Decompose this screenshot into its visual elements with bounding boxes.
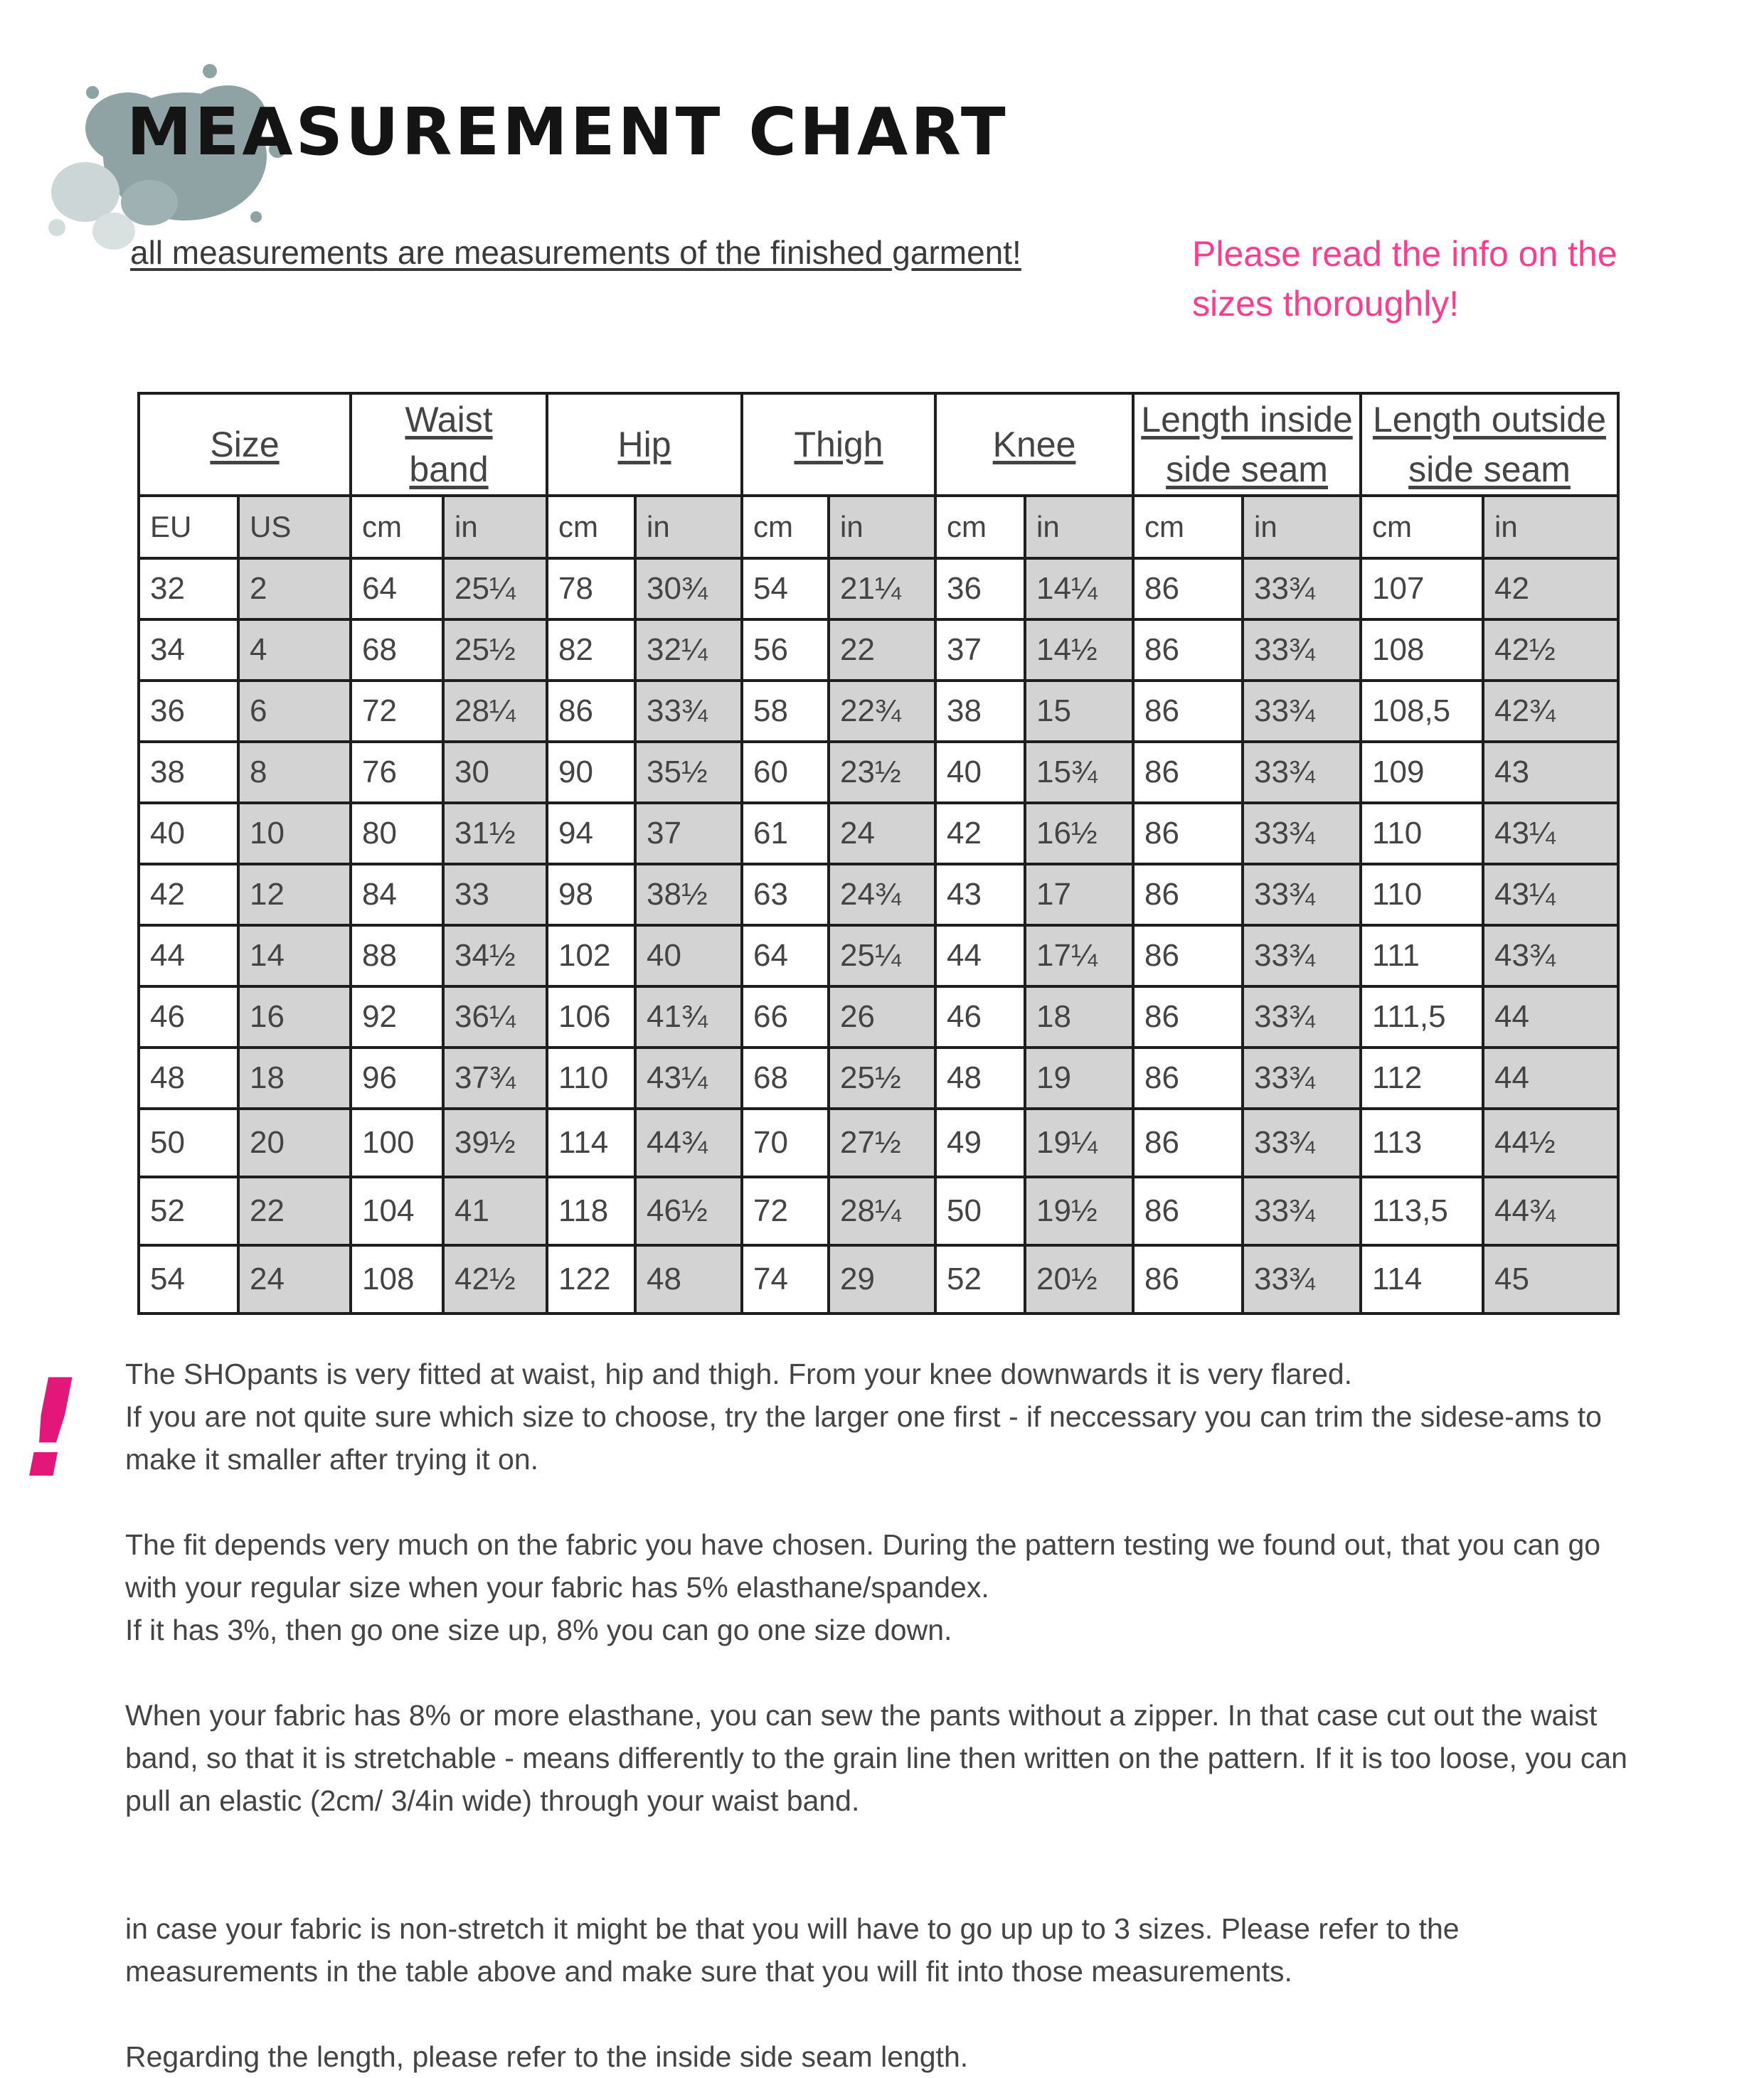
table-row — [139, 986, 1618, 1048]
table-cell: 19¼ — [1025, 1109, 1133, 1177]
unit-cell: cm — [1361, 496, 1483, 558]
table-cell: 80 — [351, 803, 443, 864]
table-cell: 43¼ — [1483, 803, 1618, 864]
header-length-outside: Length outside side seam — [1361, 393, 1618, 496]
table-cell: 86 — [1133, 742, 1243, 803]
table-cell: 54 — [139, 1245, 238, 1314]
table-cell: 20½ — [1025, 1245, 1133, 1314]
table-cell: 34½ — [443, 925, 547, 986]
table-cell: 18 — [1025, 986, 1133, 1048]
table-cell: 19 — [1025, 1048, 1133, 1109]
table-cell: 30¾ — [635, 558, 742, 619]
table-cell: 56 — [742, 619, 829, 681]
table-cell: 40 — [935, 742, 1025, 803]
table-header-row — [139, 393, 1618, 496]
table-cell: 25½ — [829, 1048, 935, 1109]
table-cell: 96 — [351, 1048, 443, 1109]
table-cell: 30 — [443, 742, 547, 803]
table-cell: 22 — [238, 1177, 351, 1245]
table-cell: 106 — [547, 986, 635, 1048]
table-cell: 46 — [139, 986, 238, 1048]
table-cell: 21¼ — [829, 558, 935, 619]
table-cell: 10 — [238, 803, 351, 864]
unit-cell: in — [1243, 496, 1361, 558]
header-knee: Knee — [935, 393, 1133, 496]
unit-cell: EU — [139, 496, 238, 558]
header-hip: Hip — [547, 393, 742, 496]
header-thigh: Thigh — [742, 393, 935, 496]
table-cell: 33¾ — [1243, 558, 1361, 619]
table-cell: 42½ — [1483, 619, 1618, 681]
table-cell: 33¾ — [1243, 681, 1361, 742]
table-cell: 64 — [351, 558, 443, 619]
table-cell: 98 — [547, 864, 635, 925]
table-cell: 108 — [351, 1245, 443, 1314]
info-paragraph: Regarding the length, please refer to the inside side seam length. — [125, 2040, 969, 2073]
table-cell: 114 — [547, 1109, 635, 1177]
table-cell: 63 — [742, 864, 829, 925]
table-cell: 43 — [1483, 742, 1618, 803]
table-cell: 37 — [635, 803, 742, 864]
table-cell: 42 — [139, 864, 238, 925]
table-row — [139, 864, 1618, 925]
table-cell: 43 — [935, 864, 1025, 925]
table-cell: 18 — [238, 1048, 351, 1109]
table-cell: 43¼ — [1483, 864, 1618, 925]
table-cell: 86 — [1133, 1177, 1243, 1245]
table-cell: 86 — [1133, 864, 1243, 925]
table-cell: 52 — [139, 1177, 238, 1245]
unit-cell: cm — [1133, 496, 1243, 558]
unit-cell: cm — [351, 496, 443, 558]
table-cell: 107 — [1361, 558, 1483, 619]
table-row — [139, 803, 1618, 864]
table-cell: 42 — [1483, 558, 1618, 619]
table-cell: 17¼ — [1025, 925, 1133, 986]
table-cell: 122 — [547, 1245, 635, 1314]
table-cell: 22¾ — [829, 681, 935, 742]
table-cell: 44 — [1483, 986, 1618, 1048]
table-cell: 40 — [139, 803, 238, 864]
table-cell: 44 — [139, 925, 238, 986]
table-cell: 16 — [238, 986, 351, 1048]
table-cell: 111,5 — [1361, 986, 1483, 1048]
header-size: Size — [139, 393, 351, 496]
table-cell: 68 — [351, 619, 443, 681]
table-cell: 34 — [139, 619, 238, 681]
table-cell: 86 — [1133, 681, 1243, 742]
info-paragraph: in case your fabric is non-stretch it might be that you will have to go up up to 3 sizes. Please refer to the measurements in the table above and make sure that you will fit into those measurements. — [125, 1912, 1460, 1988]
header-length-inside: Length inside side seam — [1133, 393, 1361, 496]
info-paragraph: If it has 3%, then go one size up, 8% you can go one size down. — [125, 1614, 952, 1646]
table-row — [139, 925, 1618, 986]
table-cell: 43¾ — [1483, 925, 1618, 986]
table-cell: 6 — [238, 681, 351, 742]
table-cell: 36 — [139, 681, 238, 742]
table-cell: 25¼ — [829, 925, 935, 986]
table-cell: 110 — [1361, 864, 1483, 925]
table-cell: 42¾ — [1483, 681, 1618, 742]
table-cell: 92 — [351, 986, 443, 1048]
table-cell: 35½ — [635, 742, 742, 803]
table-cell: 76 — [351, 742, 443, 803]
table-cell: 41 — [443, 1177, 547, 1245]
table-cell: 44¾ — [1483, 1177, 1618, 1245]
table-cell: 74 — [742, 1245, 829, 1314]
table-cell: 86 — [1133, 1048, 1243, 1109]
table-row — [139, 558, 1618, 619]
table-cell: 50 — [139, 1109, 238, 1177]
table-cell: 82 — [547, 619, 635, 681]
header-waist-band: Waist band — [351, 393, 547, 496]
table-cell: 44¾ — [635, 1109, 742, 1177]
table-cell: 40 — [635, 925, 742, 986]
table-cell: 33¾ — [1243, 619, 1361, 681]
table-cell: 25¼ — [443, 558, 547, 619]
table-cell: 46 — [935, 986, 1025, 1048]
table-cell: 17 — [1025, 864, 1133, 925]
table-cell: 114 — [1361, 1245, 1483, 1314]
table-cell: 33¾ — [1243, 925, 1361, 986]
table-row — [139, 1177, 1618, 1245]
table-cell: 33¾ — [635, 681, 742, 742]
table-row — [139, 1245, 1618, 1314]
table-cell: 14½ — [1025, 619, 1133, 681]
table-cell: 90 — [547, 742, 635, 803]
table-cell: 32¼ — [635, 619, 742, 681]
table-cell: 33¾ — [1243, 803, 1361, 864]
page-title: MEASUREMENT CHART — [127, 94, 1009, 170]
unit-cell: in — [635, 496, 742, 558]
table-cell: 42 — [935, 803, 1025, 864]
unit-cell: cm — [547, 496, 635, 558]
table-cell: 23½ — [829, 742, 935, 803]
table-cell: 48 — [935, 1048, 1025, 1109]
table-cell: 25½ — [443, 619, 547, 681]
table-cell: 52 — [935, 1245, 1025, 1314]
table-cell: 43¼ — [635, 1048, 742, 1109]
table-cell: 46½ — [635, 1177, 742, 1245]
info-paragraph: The SHOpants is very fitted at waist, hip and thigh. From your knee downwards it is very flared. — [125, 1358, 1353, 1390]
info-paragraph: If you are not quite sure which size to choose, try the larger one first - if neccessary you can trim the sidese-ams to make it smaller after trying it on. — [125, 1400, 1602, 1476]
table-cell: 38 — [139, 742, 238, 803]
table-cell: 33¾ — [1243, 1048, 1361, 1109]
table-cell: 29 — [829, 1245, 935, 1314]
table-cell: 100 — [351, 1109, 443, 1177]
table-cell: 50 — [935, 1177, 1025, 1245]
table-cell: 39½ — [443, 1109, 547, 1177]
unit-cell: in — [1483, 496, 1618, 558]
table-cell: 104 — [351, 1177, 443, 1245]
table-cell: 14 — [238, 925, 351, 986]
table-units-row — [139, 496, 1618, 558]
table-cell: 19½ — [1025, 1177, 1133, 1245]
table-row — [139, 681, 1618, 742]
table-cell: 112 — [1361, 1048, 1483, 1109]
table-cell: 48 — [635, 1245, 742, 1314]
info-paragraph: The fit depends very much on the fabric you have chosen. During the pattern testing we found out, that you can go with your regular size when your fabric has 5% elasthane/spandex. — [125, 1528, 1601, 1604]
table-cell: 32 — [139, 558, 238, 619]
table-cell: 28¼ — [443, 681, 547, 742]
table-cell: 22 — [829, 619, 935, 681]
table-cell: 36¼ — [443, 986, 547, 1048]
table-cell: 26 — [829, 986, 935, 1048]
table-cell: 102 — [547, 925, 635, 986]
table-row — [139, 1048, 1618, 1109]
table-cell: 61 — [742, 803, 829, 864]
table-row — [139, 1109, 1618, 1177]
table-cell: 24 — [238, 1245, 351, 1314]
table-cell: 4 — [238, 619, 351, 681]
table-cell: 110 — [1361, 803, 1483, 864]
table-cell: 2 — [238, 558, 351, 619]
table-cell: 20 — [238, 1109, 351, 1177]
table-cell: 36 — [935, 558, 1025, 619]
unit-cell: in — [443, 496, 547, 558]
table-cell: 24 — [829, 803, 935, 864]
table-cell: 24¾ — [829, 864, 935, 925]
table-cell: 15 — [1025, 681, 1133, 742]
table-cell: 33¾ — [1243, 864, 1361, 925]
table-cell: 38 — [935, 681, 1025, 742]
unit-cell: in — [1025, 496, 1133, 558]
table-cell: 33¾ — [1243, 742, 1361, 803]
table-cell: 109 — [1361, 742, 1483, 803]
table-row — [139, 619, 1618, 681]
table-cell: 86 — [1133, 558, 1243, 619]
measurement-table — [137, 392, 1620, 1315]
table-cell: 113 — [1361, 1109, 1483, 1177]
table-cell: 33¾ — [1243, 986, 1361, 1048]
table-cell: 70 — [742, 1109, 829, 1177]
table-cell: 111 — [1361, 925, 1483, 986]
table-cell: 78 — [547, 558, 635, 619]
table-cell: 12 — [238, 864, 351, 925]
table-cell: 86 — [1133, 986, 1243, 1048]
table-cell: 42½ — [443, 1245, 547, 1314]
table-cell: 60 — [742, 742, 829, 803]
table-cell: 45 — [1483, 1245, 1618, 1314]
table-cell: 66 — [742, 986, 829, 1048]
table-cell: 110 — [547, 1048, 635, 1109]
exclamation-icon: ! — [20, 1350, 82, 1508]
notice-text: Please read the info on the sizes thoroughly! — [1192, 234, 1617, 324]
table-cell: 38½ — [635, 864, 742, 925]
table-cell: 37 — [935, 619, 1025, 681]
table-cell: 44 — [1483, 1048, 1618, 1109]
table-cell: 86 — [547, 681, 635, 742]
table-cell: 44½ — [1483, 1109, 1618, 1177]
table-cell: 108 — [1361, 619, 1483, 681]
table-cell: 44 — [935, 925, 1025, 986]
table-cell: 33¾ — [1243, 1177, 1361, 1245]
table-cell: 8 — [238, 742, 351, 803]
table-cell: 118 — [547, 1177, 635, 1245]
unit-cell: cm — [935, 496, 1025, 558]
table-cell: 86 — [1133, 619, 1243, 681]
table-cell: 86 — [1133, 1245, 1243, 1314]
subtitle: all measurements are measurements of the finished garment! — [130, 234, 1021, 271]
table-cell: 16½ — [1025, 803, 1133, 864]
table-cell: 84 — [351, 864, 443, 925]
table-cell: 86 — [1133, 1109, 1243, 1177]
table-cell: 48 — [139, 1048, 238, 1109]
table-cell: 54 — [742, 558, 829, 619]
table-cell: 64 — [742, 925, 829, 986]
table-cell: 33¾ — [1243, 1245, 1361, 1314]
table-cell: 72 — [351, 681, 443, 742]
table-cell: 15¾ — [1025, 742, 1133, 803]
table-cell: 108,5 — [1361, 681, 1483, 742]
unit-cell: cm — [742, 496, 829, 558]
info-paragraph: When your fabric has 8% or more elasthane, you can sew the pants without a zipper. In that case cut out the waist band, so that it is stretchable - means differently to the grain line then written on the pattern. If it is too loose, you can pull an elastic (2cm/ 3/4in wide) through your waist band. — [125, 1699, 1627, 1817]
table-cell: 14¼ — [1025, 558, 1133, 619]
unit-cell: US — [238, 496, 351, 558]
info-section — [125, 1353, 1633, 2078]
table-cell: 49 — [935, 1109, 1025, 1177]
table-cell: 31½ — [443, 803, 547, 864]
table-cell: 28¼ — [829, 1177, 935, 1245]
table-cell: 41¾ — [635, 986, 742, 1048]
table-cell: 68 — [742, 1048, 829, 1109]
unit-cell: in — [829, 496, 935, 558]
table-cell: 37¾ — [443, 1048, 547, 1109]
table-cell: 113,5 — [1361, 1177, 1483, 1245]
table-cell: 27½ — [829, 1109, 935, 1177]
table-cell: 94 — [547, 803, 635, 864]
table-cell: 33¾ — [1243, 1109, 1361, 1177]
table-cell: 86 — [1133, 803, 1243, 864]
table-cell: 72 — [742, 1177, 829, 1245]
table-cell: 86 — [1133, 925, 1243, 986]
table-cell: 33 — [443, 864, 547, 925]
table-row — [139, 742, 1618, 803]
table-cell: 88 — [351, 925, 443, 986]
table-cell: 58 — [742, 681, 829, 742]
